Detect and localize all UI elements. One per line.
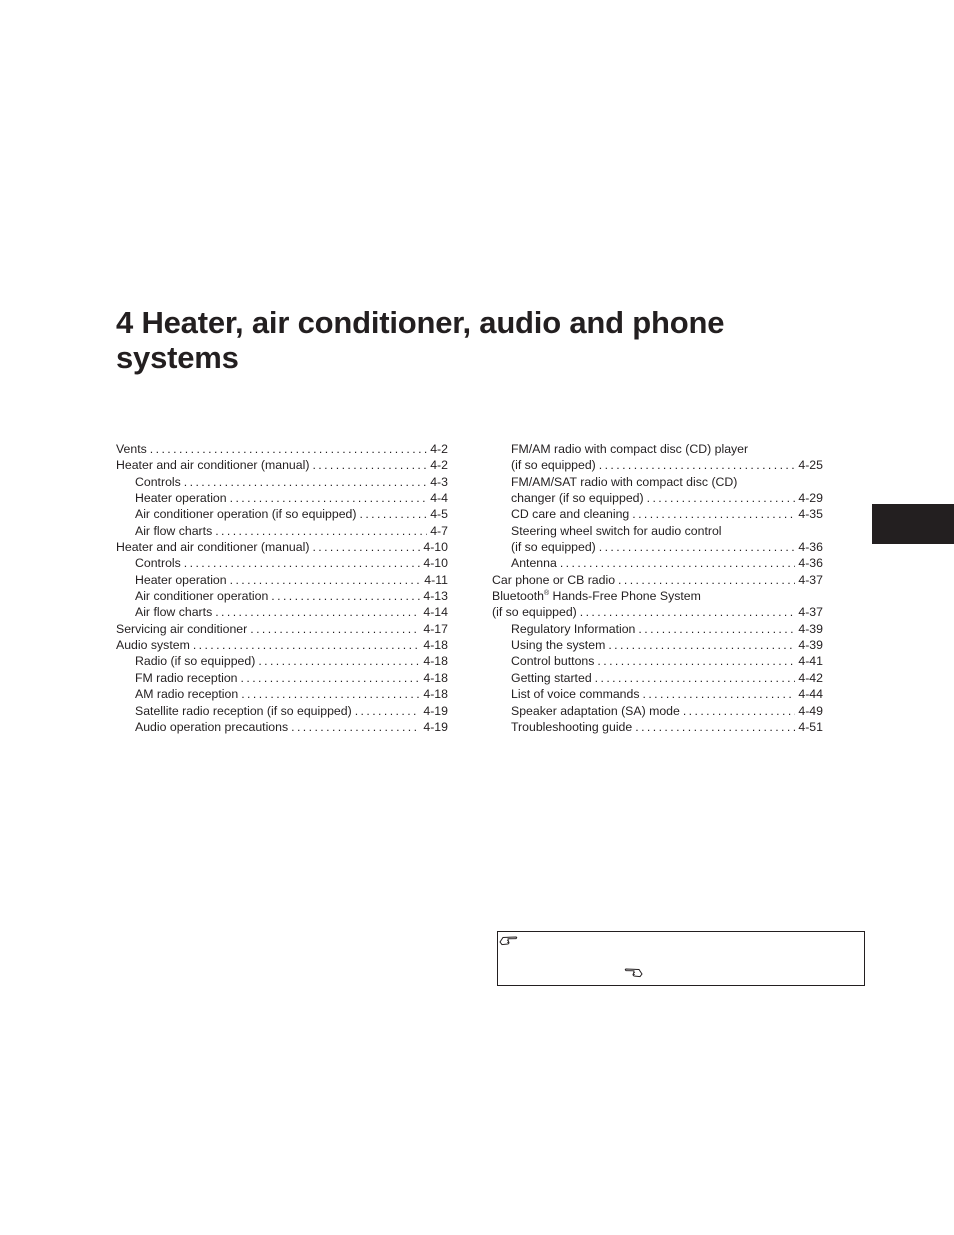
toc-entry-cd-care[interactable] [492,506,823,522]
toc-leader-dots [271,588,420,604]
toc-page-number: 4-37 [798,572,823,587]
toc-entry[interactable] [116,506,448,522]
toc-page-number: 4-18 [423,654,448,669]
toc-page-number: 4-18 [423,670,448,685]
toc-page-number: 4-25 [798,458,823,473]
toc-page-number: 4-39 [798,638,823,653]
toc-leader-dots [250,621,420,637]
chapter-title: 4 Heater, air conditioner, audio and phone systems [116,305,725,375]
pointing-hand-icon [499,934,518,947]
toc-entry-text: Radio (if so equipped) [135,654,256,669]
toc-entry-text: Servicing air conditioner [116,621,248,636]
toc-entry-text: (if so equipped) [511,540,596,555]
toc-leader-dots [618,572,795,588]
toc-entry-text: Controls [135,474,181,489]
toc-page-number: 4-13 [423,589,448,604]
toc-leader-dots [632,506,795,522]
toc-page-number: 4-44 [798,687,823,702]
toc-entry-steering-label[interactable]: Steering wheel switch for audio control [511,523,722,538]
toc-page-number: 4-4 [430,491,448,506]
toc-entry-text: (if so equipped) [511,458,596,473]
toc-entry-text: Using the system [511,638,606,653]
toc-page-number: 4-5 [430,507,448,522]
toc-page-number: 4-14 [423,605,448,620]
note-box [497,931,865,986]
toc-entry[interactable] [492,670,823,686]
toc-entry[interactable] [492,703,823,719]
toc-entry[interactable] [116,621,448,637]
toc-entry[interactable] [116,555,448,571]
toc-leader-dots [355,703,421,719]
toc-entry[interactable] [116,474,448,490]
toc-entry-text: Regulatory Information [511,621,636,636]
toc-leader-dots [635,719,795,735]
toc-page-number: 4-18 [423,687,448,702]
toc-entry-antenna[interactable] [492,555,823,571]
toc-entry-text: Satellite radio reception (if so equipped) [135,703,352,718]
toc-page-number: 4-42 [798,670,823,685]
toc-page-number: 4-17 [423,621,448,636]
toc-entry-fm-cd-label[interactable]: FM/AM radio with compact disc (CD) player [511,442,749,456]
toc-leader-dots [215,604,420,620]
toc-leader-dots [560,555,796,571]
toc-entry-text: Air flow charts [135,605,213,620]
toc-leader-dots [193,637,421,653]
toc-entry[interactable] [116,637,448,653]
toc-page-number: 4-11 [424,572,448,587]
toc-entry-car-phone[interactable] [492,572,823,588]
pointing-hand-icon [624,966,643,979]
toc-entry[interactable] [116,653,448,669]
toc-entry-text: Air flow charts [135,523,213,538]
toc-entry[interactable] [116,539,448,555]
toc-entry[interactable] [116,719,448,735]
toc-entry-text: AM radio reception [135,687,239,702]
toc-entry-text: Speaker adaptation (SA) mode [511,703,680,718]
toc-right-column [492,441,823,735]
toc-entry-text: Antenna [511,556,557,571]
toc-leader-dots [258,653,420,669]
toc-entry-text: List of voice commands [511,687,640,702]
toc-leader-dots [599,539,796,555]
toc-entry-text: Control buttons [511,654,595,669]
toc-page-number: 4-2 [430,442,448,456]
toc-entry-steering[interactable] [492,539,823,555]
toc-entry[interactable] [492,637,823,653]
toc-leader-dots [184,555,421,571]
toc-leader-dots [597,653,795,669]
toc-leader-dots [230,490,428,506]
toc-entry-text: Audio system [116,638,190,653]
toc-entry[interactable] [492,719,823,735]
toc-entry[interactable] [116,441,448,457]
toc-entry[interactable] [116,686,448,702]
toc-entry[interactable] [116,490,448,506]
toc-leader-dots [184,474,427,490]
toc-entry[interactable] [492,621,823,637]
chapter-thumb-tab [872,504,954,544]
toc-entry-text: Heater and air conditioner (manual) [116,458,310,473]
toc-leader-dots [608,637,795,653]
toc-leader-dots [359,506,427,522]
toc-leader-dots [580,604,796,620]
toc-page-number: 4-19 [423,703,448,718]
toc-leader-dots [150,441,427,457]
toc-entry-text: Audio operation precautions [135,719,289,734]
toc-leader-dots [241,670,421,686]
toc-leader-dots [595,670,796,686]
toc-entry-text: (if so equipped) [492,605,577,620]
toc-leader-dots [312,539,420,555]
toc-page-number: 4-35 [798,507,823,522]
toc-entry-text: Air conditioner operation (if so equipped) [135,507,357,522]
toc-entry[interactable] [116,604,448,620]
toc-page-number: 4-51 [798,719,823,734]
toc-page-number: 4-41 [798,654,823,669]
toc-entry-sat-cd-label[interactable]: FM/AM/SAT radio with compact disc (CD) [511,474,738,489]
toc-entry-text: Troubleshooting guide [511,719,633,734]
toc-page-number: 4-29 [798,491,823,506]
toc-page-number: 4-7 [430,523,448,538]
toc-page-number: 4-39 [798,621,823,636]
toc-page-number: 4-36 [798,556,823,571]
toc-entry-text: CD care and cleaning [511,507,630,522]
toc-left-column [116,441,448,735]
toc-entry-sat-cd[interactable] [492,490,823,506]
toc-entry[interactable] [116,670,448,686]
toc-leader-dots [312,457,427,473]
toc-entry[interactable] [116,572,448,588]
toc-bluetooth-subentries [492,621,823,735]
toc-entry-text: Air conditioner operation [135,589,269,604]
toc-entry-text: FM radio reception [135,670,238,685]
toc-leader-dots [215,523,427,539]
toc-entry-text: Heater operation [135,491,227,506]
toc-entry[interactable] [492,686,823,702]
toc-leader-dots [291,719,420,735]
toc-page-number: 4-36 [798,540,823,555]
toc-entry-fm-cd[interactable] [492,457,823,473]
bluetooth-rest: Hands-Free Phone System [549,589,701,604]
registered-mark: ® [543,590,550,598]
toc-page-number: 4-18 [423,638,448,653]
toc-entry-text: Getting started [511,670,592,685]
toc-entry-text: changer (if so equipped) [511,491,644,506]
toc-entry[interactable] [116,703,448,719]
toc-page-number: 4-3 [430,474,448,489]
toc-page-number: 4-10 [423,556,448,571]
toc-page-number: 4-10 [423,540,448,555]
toc-page-number: 4-2 [430,458,448,473]
toc-entry-bluetooth-label[interactable] [492,588,823,604]
toc-entry-bluetooth[interactable] [492,604,823,620]
toc-page-number: 4-49 [798,703,823,718]
toc-entry[interactable] [116,588,448,604]
toc-leader-dots [599,457,796,473]
toc-page-number: 4-37 [798,605,823,620]
toc-entry[interactable] [492,653,823,669]
toc-entry[interactable] [116,523,448,539]
toc-leader-dots [230,572,422,588]
toc-leader-dots [647,490,796,506]
toc-leader-dots [241,686,420,702]
toc-entry-text: Heater and air conditioner (manual) [116,540,310,555]
toc-entry[interactable] [116,457,448,473]
toc-leader-dots [643,686,796,702]
toc-entry-text: Car phone or CB radio [492,572,616,587]
toc-leader-dots [683,703,796,719]
bluetooth-brand: Bluetooth [492,589,544,604]
toc-entry-text: Vents [116,442,147,456]
toc-page-number: 4-19 [423,719,448,734]
toc-entry-text: Controls [135,556,181,571]
toc-leader-dots [638,621,795,637]
toc-entry-text: Heater operation [135,572,227,587]
